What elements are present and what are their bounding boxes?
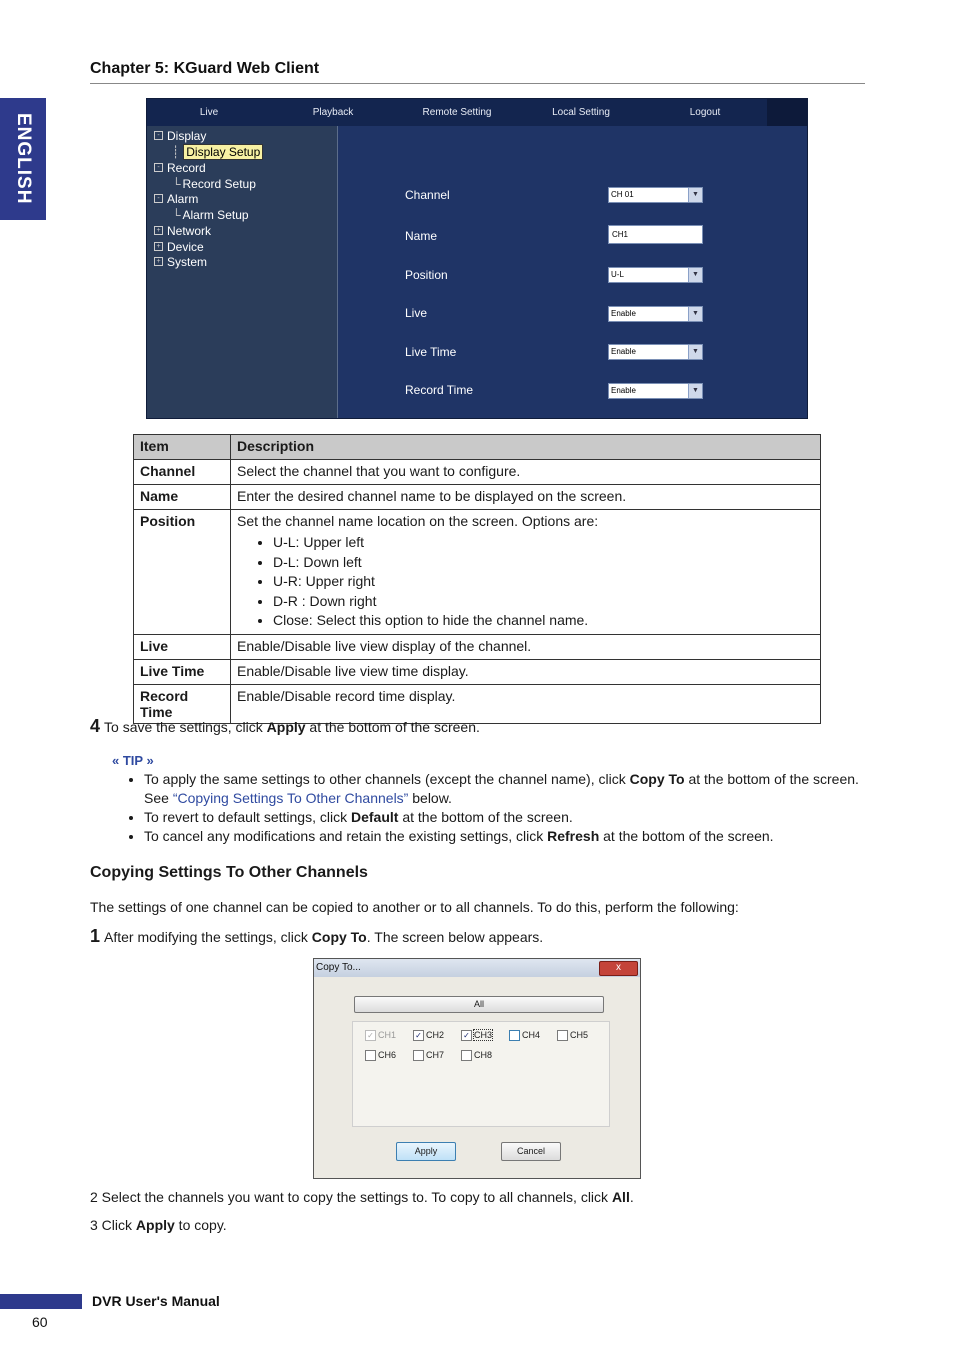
checkbox-label: CH6 [378,1050,397,1060]
chapter-divider [90,83,865,84]
checkbox-ch8[interactable] [461,1050,492,1061]
footer-title: DVR User's Manual [92,1293,220,1309]
chevron-down-icon[interactable]: ▼ [688,384,702,398]
checkbox-ch6[interactable] [365,1050,396,1061]
position-select-value: U-L [611,270,624,279]
tree-item-label: Record Setup [182,177,256,191]
table-cell-description: Enable/Disable live view time display. [231,659,821,684]
table-row [134,634,821,659]
tree-branch-icon: ┊ [172,145,180,159]
chevron-down-icon[interactable]: ▼ [688,345,702,359]
nav-live[interactable]: Live [199,107,219,118]
section-title: Copying Settings To Other Channels [90,864,368,881]
expand-icon[interactable]: + [154,257,163,266]
tree-item-label: Display Setup [183,144,263,160]
step-2 [90,1189,634,1205]
checkbox-ch4[interactable] [509,1030,540,1041]
tip-text: To revert to default settings, click [144,809,351,825]
channel-select[interactable] [608,187,703,203]
live-select-value: Enable [611,309,636,318]
tip-text: at the bottom of the screen. See [144,771,859,806]
list-item [144,770,874,808]
checkbox-label: CH7 [426,1050,445,1060]
table-cell-item: Live [134,634,231,659]
tree-item-label: Network [167,224,212,238]
checkbox-ch1[interactable] [365,1030,396,1041]
close-button[interactable]: x [599,961,638,976]
tree-item-label: System [167,255,208,269]
list-item: • U-R: Upper right [273,572,814,592]
table-row [134,659,821,684]
step-text: 3 Click [90,1217,136,1233]
collapse-icon[interactable]: - [154,131,163,140]
tip-bold: Default [350,809,399,825]
apply-button[interactable]: Apply [396,1142,456,1161]
channel-label: Channel [405,188,450,202]
dvr-nav-bar [147,99,767,126]
check-icon: ✓ [413,1030,424,1041]
checkbox-label: CH5 [570,1030,589,1040]
all-button[interactable]: All [354,996,604,1013]
position-description: Set the channel name location on the screen. Options are: [237,513,599,529]
dialog-title: Copy To... [314,959,640,977]
table-cell-item: Live Time [134,659,231,684]
step-number: 4 [90,716,101,736]
table-cell-description: Enable/Disable record time display. [231,684,821,723]
tree-item-device[interactable] [154,240,204,254]
collapse-icon[interactable]: - [154,194,163,203]
checkbox-label: CH4 [522,1030,541,1040]
channel-select-value: CH 01 [611,190,634,199]
step-4 [90,716,480,737]
nav-playback[interactable]: Playback [312,107,354,118]
checkbox-label: CH1 [378,1030,397,1040]
tree-item-label: Alarm Setup [182,208,249,222]
step-text: After modifying the settings, click [104,929,312,945]
live-select[interactable] [608,306,703,322]
tip-text: below. [408,790,452,806]
language-tab [0,98,46,220]
list-item [144,827,874,846]
checkbox-icon [557,1030,568,1041]
checkbox-ch5[interactable] [557,1030,588,1041]
expand-icon[interactable]: + [154,226,163,235]
checkbox-ch3[interactable] [461,1030,492,1041]
channel-checkbox-group [352,1021,610,1127]
tip-text: To apply the same settings to other channels (except the channel name), click [144,771,630,787]
tip-text: at the bottom of the screen. [599,828,774,844]
checkbox-label: CH3 [474,1030,493,1040]
position-label: Position [405,268,448,282]
checkbox-icon [461,1050,472,1061]
step-1 [90,926,543,947]
copy-to-dialog [313,958,641,1179]
tree-item-label: Display [167,129,207,143]
tree-item-record[interactable] [154,161,206,175]
chevron-down-icon[interactable]: ▼ [688,307,702,321]
tree-item-display[interactable] [154,129,206,143]
step-bold: Apply [135,1217,175,1233]
position-select[interactable] [608,267,703,283]
tree-item-label: Alarm [167,192,199,206]
step-3 [90,1217,227,1233]
table-header-item: Item [134,435,231,460]
live-time-select-value: Enable [611,347,636,356]
step-text: To save the settings, click [104,719,267,735]
checkbox-icon [413,1050,424,1061]
table-cell-description: Enable/Disable live view display of the channel. [231,634,821,659]
chapter-title: Chapter 5: KGuard Web Client [90,60,320,77]
tip-text: at the bottom of the screen. [398,809,573,825]
step-text: . The screen below appears. [366,929,544,945]
live-label: Live [405,306,428,320]
table-cell-description: Enter the desired channel name to be displayed on the screen. [231,485,821,510]
step-text: 2 Select the channels you want to copy the settings to. To copy to all channels, click [90,1189,612,1205]
step-text: . [629,1189,634,1205]
record-time-select-value: Enable [611,386,636,395]
collapse-icon[interactable]: - [154,163,163,172]
settings-description-table [133,434,821,724]
table-header-description: Description [231,435,821,460]
tree-item-alarm[interactable] [154,192,198,206]
nav-local-setting[interactable]: Local Setting [552,107,610,118]
nav-logout[interactable]: Logout [689,107,721,118]
section-intro: The settings of one channel can be copied to another or to all channels. To do this, perform the following: [90,899,739,915]
live-time-select[interactable] [608,344,703,360]
live-time-label: Live Time [405,345,457,359]
name-label: Name [405,229,438,243]
table-row [134,485,821,510]
position-options-list [237,533,814,631]
tip-bold: Refresh [547,828,600,844]
tree-item-label: Record [167,161,206,175]
tree-item-alarm-setup[interactable] [172,208,249,222]
checkbox-ch2[interactable] [413,1030,444,1041]
copying-settings-link[interactable]: “Copying Settings To Other Channels” [172,790,409,806]
list-item: • U-L: Upper left [273,533,814,553]
checkbox-label: CH2 [426,1030,445,1040]
tip-bold: Copy To [629,771,685,787]
table-row [134,510,821,635]
tip-heading: « TIP » [112,753,154,768]
step-bold: Apply [266,719,306,735]
tree-item-record-setup[interactable] [172,177,256,191]
step-text: to copy. [174,1217,227,1233]
checkbox-icon [365,1050,376,1061]
dvr-display-setup-screenshot [146,98,808,419]
dvr-settings-tree [147,126,338,418]
table-cell-description [231,510,821,635]
checkbox-label: CH8 [474,1050,493,1060]
step-text: at the bottom of the screen. [305,719,480,735]
tree-item-display-setup[interactable] [172,145,263,159]
record-time-select[interactable] [608,383,703,399]
check-icon: ✓ [461,1030,472,1041]
tip-text: To cancel any modifications and retain the existing settings, click [144,828,548,844]
list-item [144,808,874,827]
expand-icon[interactable]: + [154,242,163,251]
tree-item-system[interactable] [154,255,207,269]
footer-bar [0,1294,82,1309]
list-item: • Close: Select this option to hide the channel name. [273,611,814,631]
chevron-down-icon[interactable]: ▼ [688,188,702,202]
dvr-nav-end [767,99,807,126]
checkbox-ch7[interactable] [413,1050,444,1061]
tree-item-network[interactable] [154,224,211,238]
cancel-button[interactable]: Cancel [501,1142,561,1161]
table-header-row [134,435,821,460]
name-input[interactable]: CH1 [608,225,703,244]
table-cell-item: Channel [134,460,231,485]
step-bold: Copy To [311,929,367,945]
tree-branch-icon: └ [172,208,181,222]
list-item: • D-R : Down right [273,592,814,612]
table-cell-item: Position [134,510,231,635]
record-time-label: Record Time [405,383,474,397]
table-cell-item: Record Time [134,684,231,723]
nav-remote-setting[interactable]: Remote Setting [422,107,492,118]
language-tab-label: ENGLISH [13,113,34,205]
list-item: • D-L: Down left [273,553,814,573]
step-bold: All [611,1189,630,1205]
table-cell-description: Select the channel that you want to configure. [231,460,821,485]
step-number: 1 [90,926,101,946]
check-icon: ✓ [365,1030,376,1041]
chevron-down-icon[interactable]: ▼ [688,268,702,282]
tip-list [128,770,874,846]
checkbox-icon [509,1030,520,1041]
tree-item-label: Device [167,240,204,254]
tree-branch-icon: └ [172,177,181,191]
page-number: 60 [32,1314,48,1330]
table-cell-item: Name [134,485,231,510]
table-row [134,460,821,485]
